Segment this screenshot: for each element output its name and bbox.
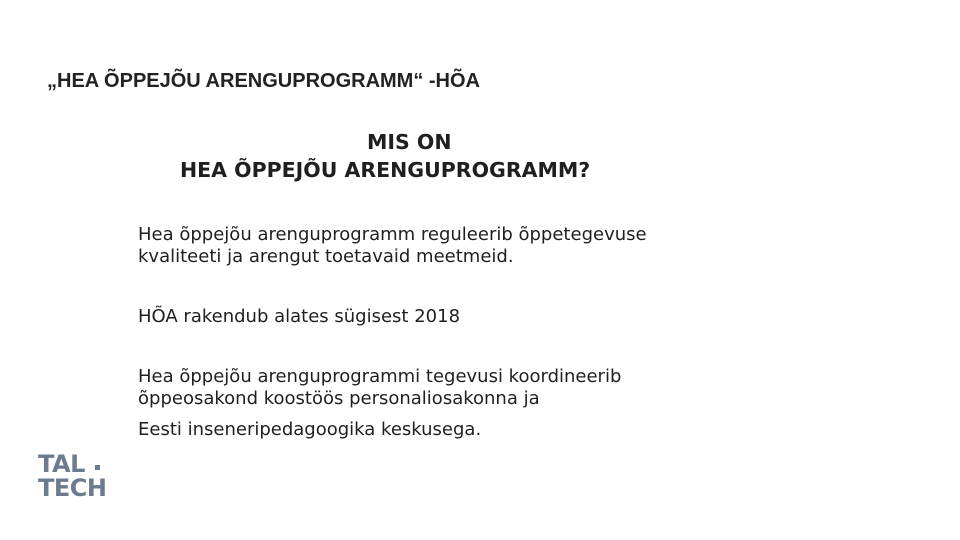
paragraph-line: Hea õppejõu arenguprogramm reguleerib õppetegevuse xyxy=(138,224,647,245)
logo-dot-icon xyxy=(95,465,100,470)
paragraph-line: HÕA rakendub alates sügisest 2018 xyxy=(138,306,461,327)
heading-line-2: HEA ÕPPEJÕU ARENGUPROGRAMM? xyxy=(180,158,591,182)
taltech-logo xyxy=(38,452,128,502)
slide-title: „HEA ÕPPEJÕU ARENGUPROGRAMM“ -HÕA xyxy=(47,70,480,92)
paragraph-line: õppeosakond koostöös personaliosakonna ja xyxy=(138,388,540,409)
heading-line-1: MIS ON xyxy=(367,130,452,154)
paragraph-line: Hea õppejõu arenguprogrammi tegevusi koordineerib xyxy=(138,366,622,387)
paragraph-line: kvaliteeti ja arengut toetavaid meetmeid. xyxy=(138,246,514,267)
paragraph-center xyxy=(138,419,738,441)
paragraph-regulation xyxy=(138,224,738,268)
paragraph-line: Eesti inseneripedagoogika keskusega. xyxy=(138,419,482,440)
logo-row-top xyxy=(38,452,128,476)
logo-text-tech: TECH xyxy=(38,474,107,502)
paragraph-coordination xyxy=(138,366,738,410)
logo-text-tal: TAL xyxy=(38,450,85,478)
content-heading xyxy=(180,128,650,184)
paragraph-start-date xyxy=(138,306,738,328)
